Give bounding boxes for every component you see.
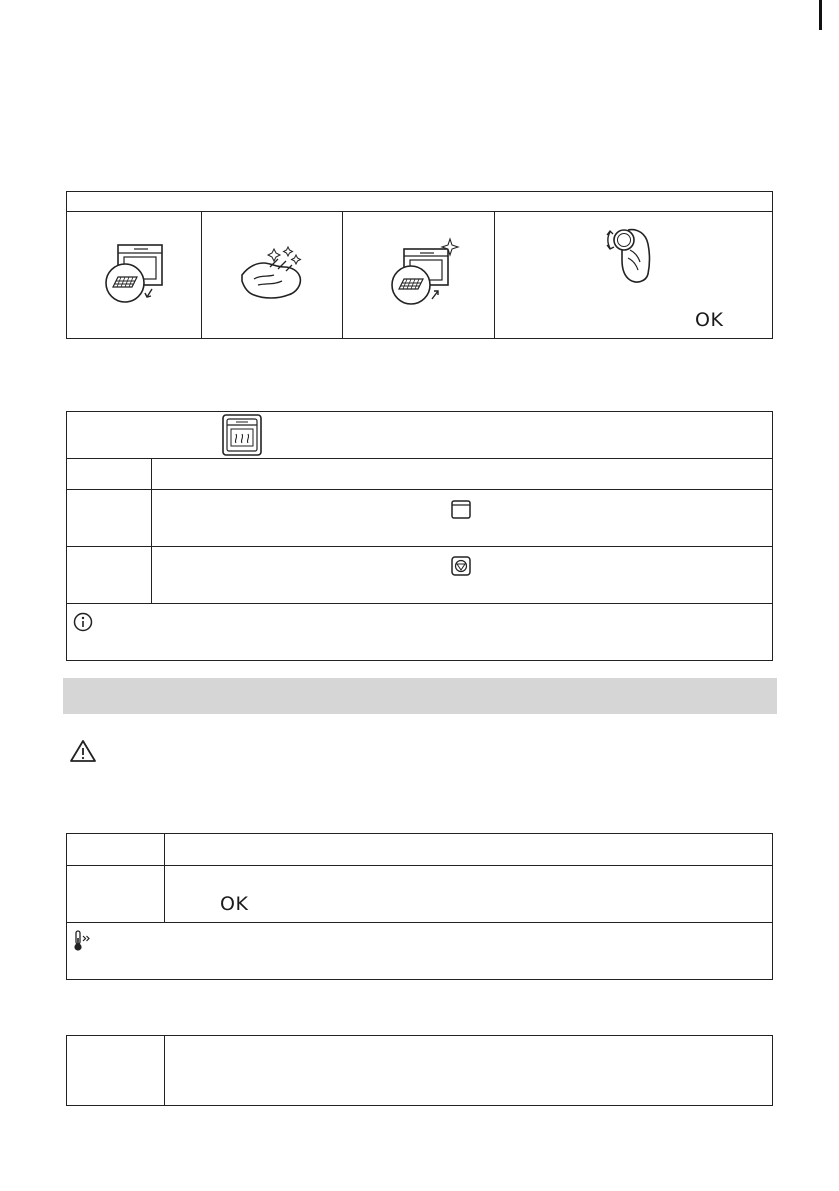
settings-table bbox=[66, 833, 773, 980]
wipe-hand-icon bbox=[238, 245, 310, 303]
info-icon bbox=[73, 612, 93, 632]
function-table bbox=[66, 411, 773, 661]
ok-label: OK bbox=[695, 309, 724, 331]
steps-divider-1 bbox=[201, 211, 202, 339]
insert-shelf-icon bbox=[390, 243, 460, 305]
info-col-divider bbox=[164, 1035, 165, 1106]
settings-col-divider bbox=[164, 833, 165, 922]
page-edge-mark bbox=[819, 0, 822, 30]
steps-divider-3 bbox=[494, 211, 495, 339]
settings-row-divider-1 bbox=[66, 865, 773, 866]
function-row-divider-1 bbox=[66, 489, 773, 490]
function-row-divider-3 bbox=[66, 603, 773, 604]
steps-table-header-divider bbox=[66, 211, 773, 212]
oven-steam-icon bbox=[222, 414, 262, 456]
function-row-divider-2 bbox=[66, 546, 773, 547]
steps-divider-2 bbox=[342, 211, 343, 339]
clean-badge-icon bbox=[451, 556, 471, 576]
oven-window-icon bbox=[451, 500, 471, 519]
section-heading-band bbox=[63, 678, 777, 714]
settings-row-divider-2 bbox=[66, 922, 773, 923]
function-table-header-divider bbox=[66, 458, 773, 459]
settings-ok-label: OK bbox=[220, 893, 249, 915]
warning-icon bbox=[69, 739, 97, 763]
thermometer-icon bbox=[73, 930, 93, 952]
remove-shelf-icon bbox=[104, 243, 164, 305]
info-table bbox=[66, 1035, 773, 1106]
function-col-divider bbox=[151, 458, 152, 603]
rotate-knob-icon bbox=[598, 222, 658, 286]
